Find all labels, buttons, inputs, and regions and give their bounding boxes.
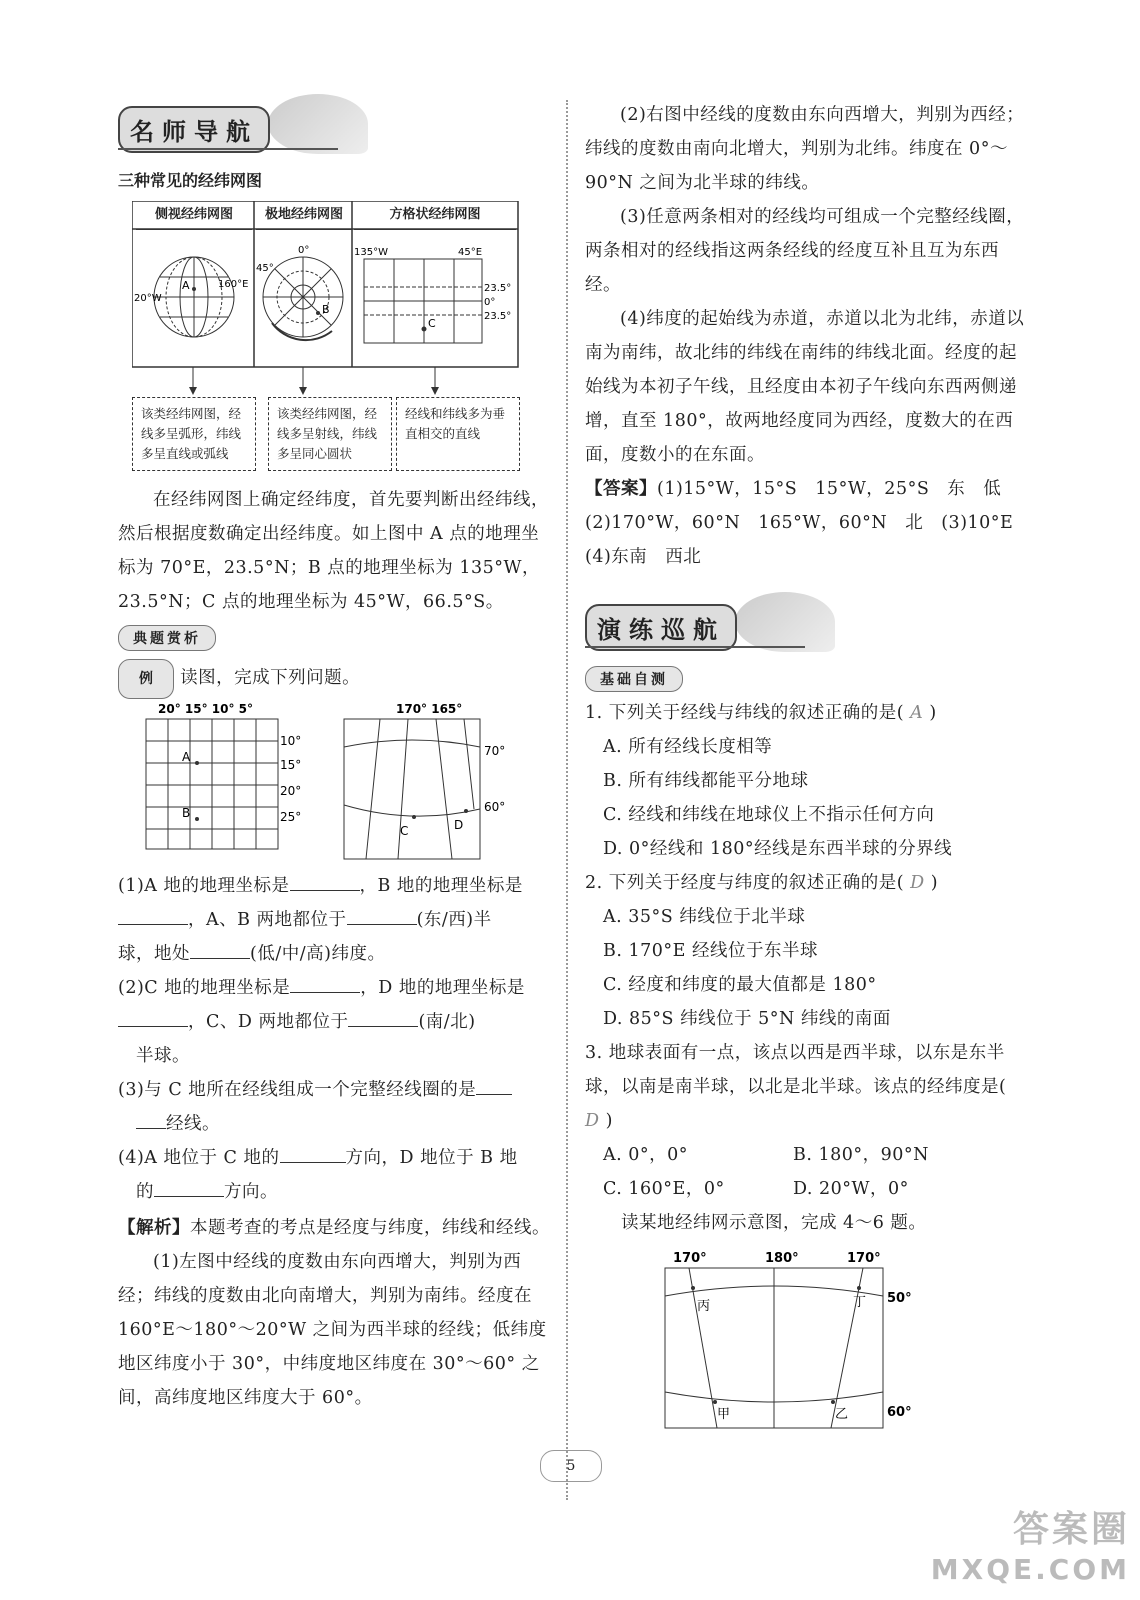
grid1 <box>146 719 278 849</box>
grid1-a: A <box>182 750 191 764</box>
question-2: 2. 下列关于经度与纬度的叙述正确的是( D ) A. 35°S 纬线位于北半球 B. 170°E 经线位于东半球 C. 经度和纬度的最大值都是 180° D. 85°S 纬线位于 5°N 纬线的南面 <box>585 873 939 1029</box>
polar-view <box>263 257 343 340</box>
figure-intro: 读某地经纬网示意图，完成 4～6 题。 <box>621 1213 927 1233</box>
header-side-view: 侧视经纬网图 <box>136 201 252 230</box>
analysis: 【解析】本题考查的考点是经度与纬度，纬线和经线。 <box>118 1218 550 1238</box>
example-badge: 例 <box>118 659 174 699</box>
note-side-view: 该类经纬网图，经线多呈弧形，纬线多呈直线或弧线 <box>132 397 256 471</box>
square-grid <box>364 259 482 343</box>
label-45e: 45°E <box>458 247 483 258</box>
intro-paragraph: 在经纬网图上确定经纬度，首先要判断出经纬线，然后根据度数确定出经纬度。如上图中 A 点的地理坐标为 70°E，23.5°N；B 点的地理坐标为 135°W，23.5°N；C 点的地理坐标为 45°W，66.5°S。 <box>118 490 549 612</box>
grid2-d: D <box>454 818 464 832</box>
answer: 【答案】(1)15°W，15°S 15°W，25°S 东 低 <box>585 479 1002 499</box>
label-0: 0° <box>298 245 310 256</box>
graticule-figure <box>132 201 552 481</box>
column-divider <box>566 100 568 1500</box>
label-160e: 160°E <box>218 279 249 290</box>
grid1-lat-15: 15° <box>280 758 302 772</box>
question-1: 1. 下列关于经线与纬线的叙述正确的是( A ) A. 所有经线长度相等 B. 所有纬线都能平分地球 C. 经线和纬线在地球仪上不指示任何方向 D. 0°经线和 180°经线是东西半球的分界线 <box>585 703 953 859</box>
grid2-c: C <box>400 824 409 838</box>
grid1-lat-25: 25° <box>280 810 302 824</box>
analysis-label: 【解析】 <box>118 1218 190 1238</box>
grid2 <box>344 719 480 859</box>
map-bing: 丙 <box>697 1299 711 1314</box>
label-235n: 23.5° <box>484 283 512 294</box>
map-jia: 甲 <box>717 1407 731 1422</box>
grid1-top-labels: 20° 15° 10° 5° <box>158 702 253 716</box>
label-b: B <box>322 303 330 316</box>
analysis-2: (2)右图中经线的度数由东向西增大，判别为西经；纬线的度数由南向北增大，判别为北纬。纬度在 0°～90°N 之间为北半球的纬线。 <box>585 105 1025 193</box>
q3-answer: D <box>585 1111 600 1131</box>
typical-example-tag: 典题赏析 <box>118 625 216 651</box>
label-20w: 20°W <box>134 293 162 304</box>
note-polar-view: 该类经纬网图，经线多呈射线，纬线多呈同心圆状 <box>268 397 392 471</box>
watermark-line1: 答案圈 <box>1012 1509 1130 1550</box>
answer-3: (4)东南 西北 <box>585 547 702 567</box>
banner-swoosh <box>268 94 368 154</box>
example-prompt: 读图，完成下列问题。 <box>180 668 361 688</box>
grid1-b: B <box>182 806 191 820</box>
watermark-line2: MXQE.COM <box>930 1553 1130 1586</box>
answer-label: 【答案】 <box>585 479 657 499</box>
example-questions: (1)A 地的地理坐标是 ，B 地的地理坐标是 ，A、B 两地都位于 (东/西)半 球，地处 (低/中/高)纬度。 (2)C 地的地理坐标是 ，D 地的地理坐标是 ，C、D 两地都位于 (南/北) 半球。 (3)与 C 地所在经线组成一个完整经线圈的是 经线。 (4)A 地位于 C 地的 方向，D 地位于 B 地 的 方向。 <box>118 869 550 1209</box>
famous-teacher-banner <box>118 90 550 160</box>
practice-banner-title: 演练巡航 <box>585 604 737 651</box>
grid2-lat-60: 60° <box>484 800 506 814</box>
map-yi: 乙 <box>835 1407 849 1422</box>
header-polar-view: 极地经纬网图 <box>256 201 352 230</box>
answer-2: (2)170°W，60°N 165°W，60°N 北 (3)10°E <box>585 513 1014 533</box>
q2-answer: D <box>910 873 925 893</box>
map-top-170w: 170° <box>673 1251 707 1266</box>
left-column <box>118 90 550 1415</box>
page-number: 5 <box>540 1450 602 1482</box>
right-column <box>585 98 1025 1440</box>
label-135w: 135°W <box>354 247 388 258</box>
label-0-eq: 0° <box>484 297 496 308</box>
grid1-lat-10: 10° <box>280 734 302 748</box>
banner-title: 名师导航 <box>118 106 270 153</box>
example-maps-svg <box>118 699 550 869</box>
map-lat-60: 60° <box>887 1405 912 1420</box>
banner-swoosh-2 <box>735 592 835 652</box>
grid1-lat-20: 20° <box>280 784 302 798</box>
header-square-grid: 方格状经纬网图 <box>354 201 516 230</box>
graticule-map-svg <box>585 1240 1025 1440</box>
analysis-4: (4)纬度的起始线为赤道，赤道以北为北纬，赤道以南为南纬，故北纬的纬线在南纬的纬线北面。经度的起始线为本初子午线，且经度由本初子午线向东西两侧递增，直至 180°，故两地经度同为西经，度数大的在西面，度数小的在东面。 <box>585 309 1025 465</box>
graticule-map <box>585 1240 1025 1440</box>
analysis-1: (1)左图中经线的度数由东向西增大，判别为西经；纬线的度数由北向南增大，判别为南纬。经度在 160°E～180°～20°W 之间为西半球的经线；低纬度地区纬度小于 30°，中纬度地区纬度在 30°～60° 之间，高纬度地区纬度大于 60°。 <box>118 1252 547 1408</box>
map-lat-50: 50° <box>887 1291 912 1306</box>
practice-banner <box>585 588 1025 658</box>
question-3: 3. 地球表面有一点，该点以西是西半球，以东是东半球，以南是南半球，以北是北半球。该点的经纬度是( D ) A. 0°，0° B. 180°，90°N C. 160°E，0° D. 20°W，0° <box>585 1043 1007 1199</box>
map-top-180: 180° <box>765 1251 799 1266</box>
label-45: 45° <box>256 263 274 274</box>
grid2-top-labels: 170° 165° <box>396 702 463 716</box>
grid2-lat-70: 70° <box>484 744 506 758</box>
label-235s: 23.5° <box>484 311 512 322</box>
label-a: A <box>182 279 190 292</box>
map-lines <box>665 1268 883 1428</box>
example-maps <box>118 699 550 869</box>
watermark <box>931 1510 1130 1590</box>
side-view-globe <box>154 257 234 337</box>
label-c: C <box>428 317 436 330</box>
basic-self-test-tag: 基础自测 <box>585 666 683 692</box>
q1-answer: A <box>910 703 924 723</box>
analysis-3: (3)任意两条相对的经线均可组成一个完整经线圈，两条相对的经线指这两条经线的经度互补且互为东西经。 <box>585 207 1025 295</box>
map-top-170e: 170° <box>847 1251 881 1266</box>
section-subhead: 三种常见的经纬网图 <box>118 171 263 190</box>
note-square-grid: 经线和纬线多为垂直相交的直线 <box>396 397 520 471</box>
map-ding: 丁 <box>853 1295 867 1310</box>
